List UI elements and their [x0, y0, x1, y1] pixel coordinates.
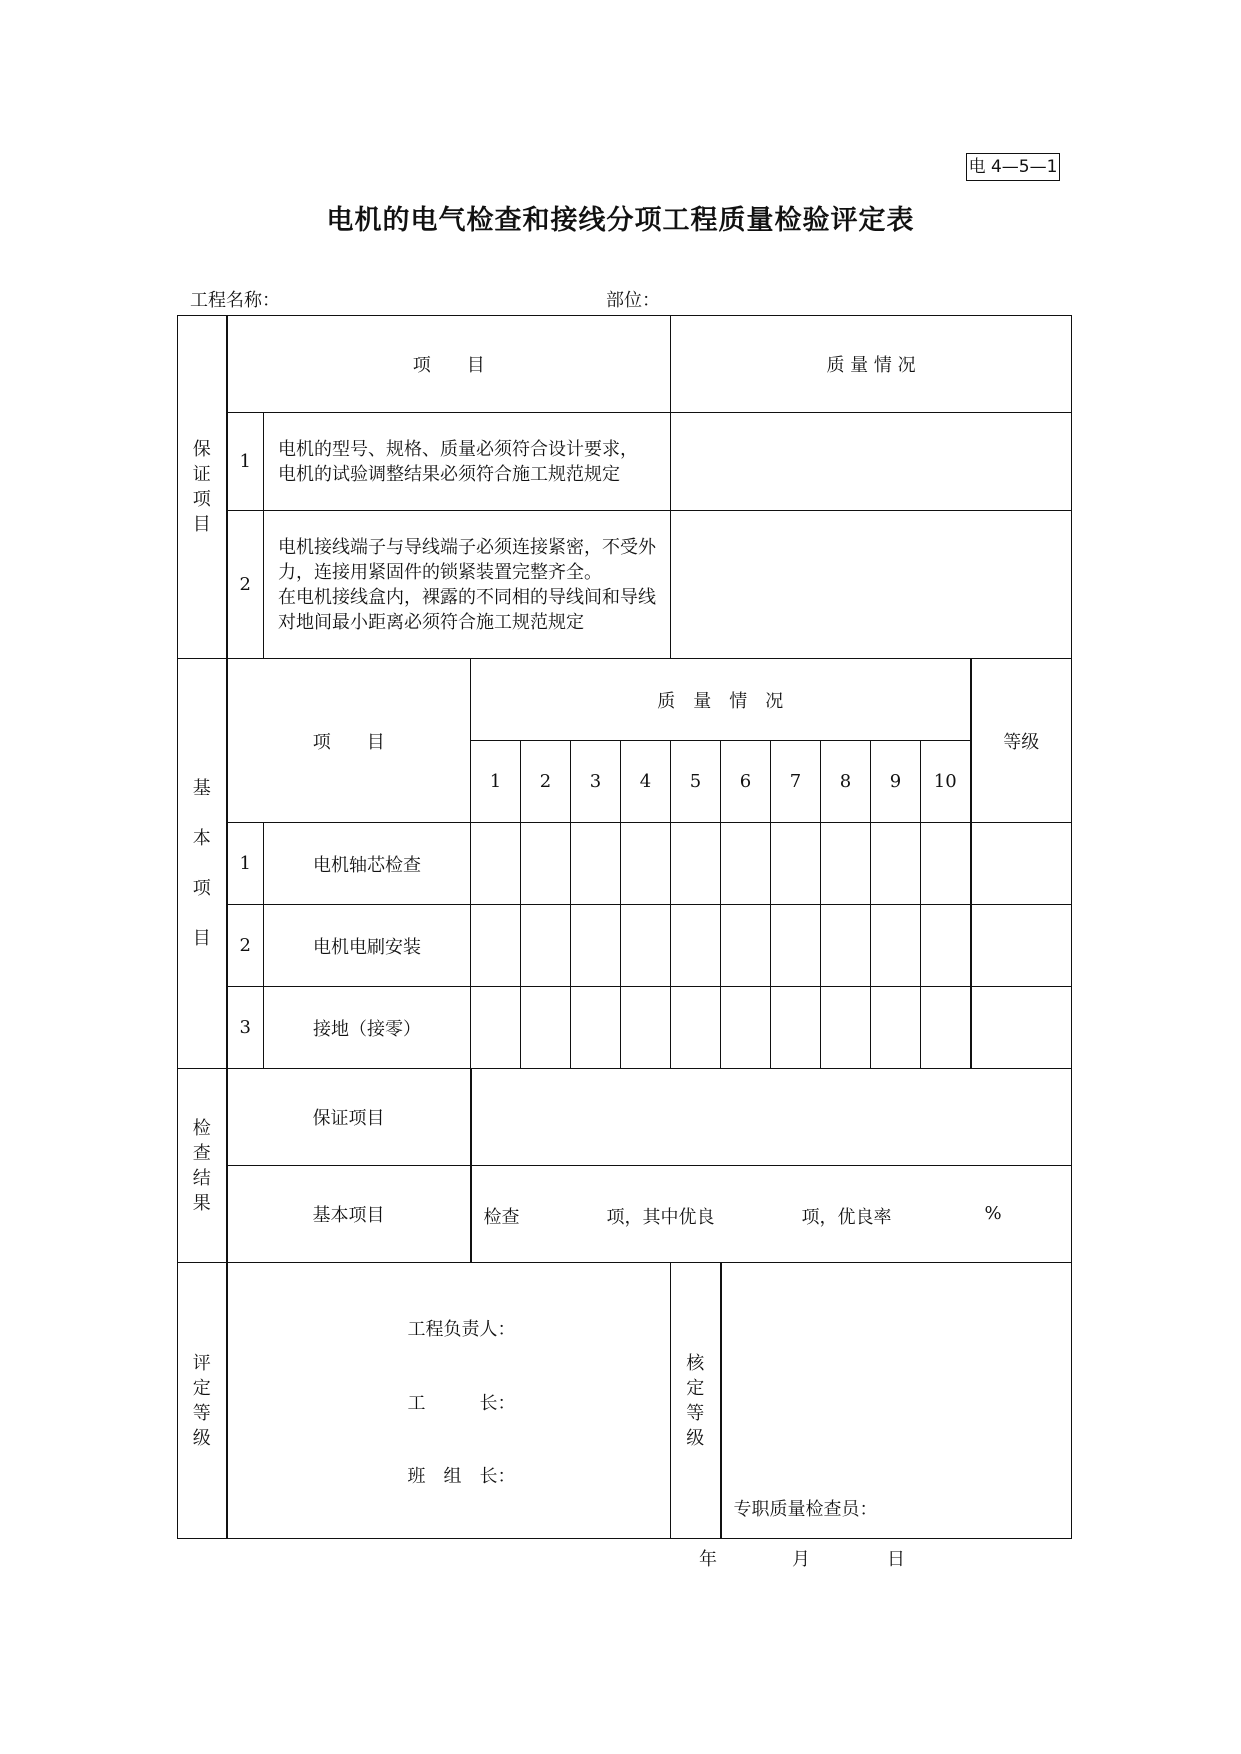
guarantee-item-text: 电机的型号、规格、质量必须符合设计要求， 电机的试验调整结果必须符合施工规范规定 [264, 413, 671, 511]
score-cell[interactable] [871, 905, 921, 987]
inspection-form-table [177, 315, 1072, 1539]
score-cell[interactable] [921, 823, 971, 905]
score-cell[interactable] [921, 987, 971, 1069]
basic-quality-header: 质 量 情 况 [471, 659, 971, 741]
project-name-label: 工程名称： [190, 290, 280, 311]
guarantee-item-header: 项 目 [227, 316, 671, 413]
date-month-label: 月 [792, 1549, 810, 1570]
guarantee-item-no: 2 [227, 511, 264, 659]
rate-label: 项，优良率 [801, 1207, 892, 1228]
check-label: 检查 [483, 1207, 520, 1228]
score-cell[interactable] [671, 823, 721, 905]
score-cell[interactable] [521, 823, 571, 905]
items-excellent-label: 项，其中优良 [606, 1207, 715, 1228]
evaluation-section-label: 评 定 等 级 [178, 1263, 227, 1539]
column-number: 6 [721, 741, 771, 823]
evaluation-signature-area[interactable] [227, 1263, 671, 1539]
basic-row [178, 987, 1072, 1069]
column-number: 7 [771, 741, 821, 823]
basic-grade-header: 等级 [971, 659, 1072, 823]
guarantee-quality-cell[interactable] [671, 511, 1072, 659]
score-cell[interactable] [921, 905, 971, 987]
basic-item-header: 项 目 [227, 659, 471, 823]
project-leader-label: 工程负责人： [407, 1319, 516, 1340]
score-cell[interactable] [521, 905, 571, 987]
score-cell[interactable] [721, 823, 771, 905]
score-cell[interactable] [621, 905, 671, 987]
column-number: 2 [521, 741, 571, 823]
column-number: 9 [871, 741, 921, 823]
column-number: 1 [471, 741, 521, 823]
date-day-label: 日 [887, 1549, 905, 1570]
guarantee-item-text: 电机接线端子与导线端子必须连接紧密，不受外力，连接用紧固件的锁紧装置完整齐全。 在电机接线盒内，裸露的不同相的导线间和导线对地间最小距离必须符合施工规范规定 [264, 511, 671, 659]
score-cell[interactable] [621, 987, 671, 1069]
basic-item-no: 3 [227, 987, 264, 1069]
team-leader-label: 班 组 长： [407, 1466, 516, 1487]
inspection-basic-result[interactable] [471, 1166, 1072, 1263]
score-cell[interactable] [471, 905, 521, 987]
grade-cell[interactable] [971, 905, 1072, 987]
score-cell[interactable] [871, 823, 921, 905]
grade-cell[interactable] [971, 987, 1072, 1069]
date-year-label: 年 [699, 1549, 717, 1570]
foreman-label: 工 长： [407, 1393, 516, 1414]
basic-item-name: 电机电刷安装 [264, 905, 471, 987]
inspection-basic-label: 基本项目 [227, 1166, 471, 1263]
basic-item-name: 电机轴芯检查 [264, 823, 471, 905]
basic-item-no: 1 [227, 823, 264, 905]
verify-signature-area[interactable] [721, 1263, 1072, 1539]
column-number: 8 [821, 741, 871, 823]
score-cell[interactable] [471, 987, 521, 1069]
score-cell[interactable] [821, 987, 871, 1069]
guarantee-quality-cell[interactable] [671, 413, 1072, 511]
inspection-guarantee-label: 保证项目 [227, 1069, 471, 1166]
score-cell[interactable] [771, 905, 821, 987]
inspection-guarantee-result[interactable] [471, 1069, 1072, 1166]
basic-row [178, 905, 1072, 987]
basic-section-label: 基 本 项 目 [178, 659, 227, 1069]
column-number: 10 [921, 741, 971, 823]
score-cell[interactable] [671, 987, 721, 1069]
score-cell[interactable] [471, 823, 521, 905]
score-cell[interactable] [821, 905, 871, 987]
score-cell[interactable] [571, 905, 621, 987]
column-number: 4 [621, 741, 671, 823]
score-cell[interactable] [571, 823, 621, 905]
score-cell[interactable] [721, 905, 771, 987]
location-label: 部位： [606, 290, 660, 311]
form-code: 电 4—5—1 [966, 153, 1060, 181]
score-cell[interactable] [771, 823, 821, 905]
page-title: 电机的电气检查和接线分项工程质量检验评定表 [326, 205, 915, 236]
score-cell[interactable] [871, 987, 921, 1069]
score-cell[interactable] [821, 823, 871, 905]
inspection-section-label: 检 查 结 果 [178, 1069, 227, 1263]
score-cell[interactable] [671, 905, 721, 987]
guarantee-section-label: 保 证 项 目 [178, 316, 227, 659]
score-cell[interactable] [621, 823, 671, 905]
column-number: 3 [571, 741, 621, 823]
basic-item-no: 2 [227, 905, 264, 987]
score-cell[interactable] [521, 987, 571, 1069]
score-cell[interactable] [771, 987, 821, 1069]
percent-label: % [984, 1203, 1002, 1224]
score-cell[interactable] [571, 987, 621, 1069]
score-cell[interactable] [721, 987, 771, 1069]
inspector-label: 专职质量检查员： [733, 1499, 878, 1520]
basic-row [178, 823, 1072, 905]
guarantee-quality-header: 质 量 情 况 [671, 316, 1072, 413]
basic-item-name: 接地（接零） [264, 987, 471, 1069]
column-number: 5 [671, 741, 721, 823]
guarantee-item-no: 1 [227, 413, 264, 511]
grade-cell[interactable] [971, 823, 1072, 905]
verify-grade-label: 核 定 等 级 [671, 1263, 721, 1539]
